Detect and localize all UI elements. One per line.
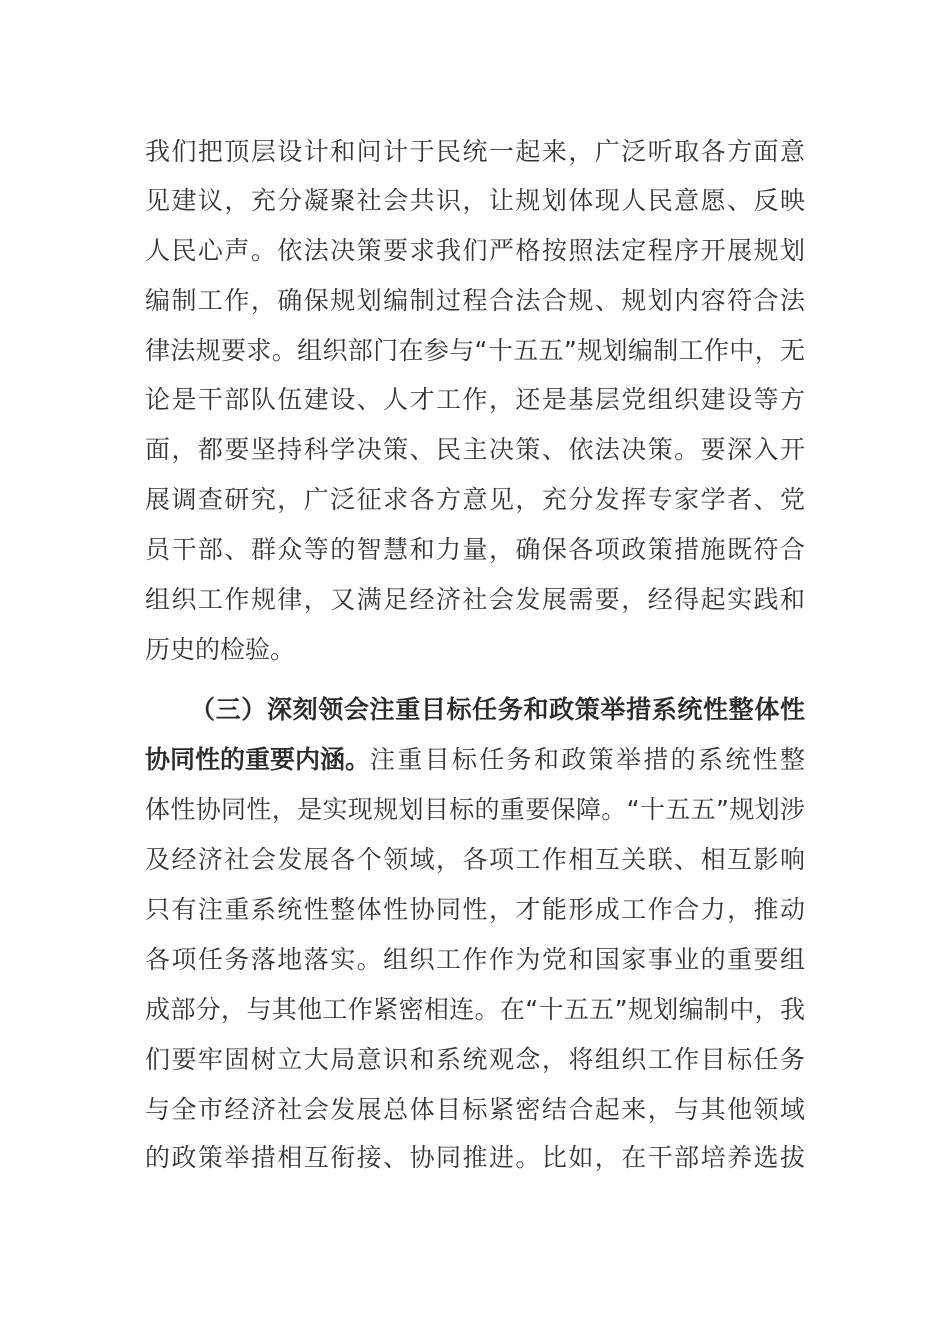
body-text-line: 体性协同性，是实现规划目标的重要保障。“十五五”规划涉 <box>145 795 805 824</box>
body-text-line: 面，都要坚持科学决策、民主决策、依法决策。要深入开 <box>145 435 805 464</box>
body-text-line: 律法规要求。组织部门在参与“十五五”规划编制工作中，无 <box>145 336 805 365</box>
body-text-line: 论是干部队伍建设、人才工作，还是基层党组织建设等方 <box>145 385 805 414</box>
heading-continuation-line <box>145 740 805 780</box>
body-text-line: 我们把顶层设计和问计于民统一起来，广泛听取各方面意 <box>145 137 805 166</box>
body-text: 注重目标任务和政策举措的系统性整 <box>370 745 805 774</box>
body-text-line: 组织工作规律，又满足经济社会发展需要，经得起实践和 <box>145 585 805 614</box>
body-text-line: 人民心声。依法决策要求我们严格按照法定程序开展规划 <box>145 236 805 265</box>
body-text-line: 员干部、群众等的智慧和力量，确保各项政策措施既符合 <box>145 535 805 564</box>
body-text-line: 只有注重系统性整体性协同性，才能形成工作合力，推动 <box>145 895 805 924</box>
section-heading-end: 协同性的重要内涵。 <box>145 745 371 774</box>
body-text-line: 的政策举措相互衔接、协同推进。比如，在干部培养选拔 <box>145 1143 805 1172</box>
body-text-line: 成部分，与其他工作紧密相连。在“十五五”规划编制中，我 <box>145 995 805 1024</box>
body-text-line: 们要牢固树立大局意识和系统观念，将组织工作目标任务 <box>145 1045 805 1074</box>
body-text-line: 与全市经济社会发展总体目标紧密结合起来，与其他领域 <box>145 1095 805 1124</box>
body-text-line: 见建议，充分凝聚社会共识，让规划体现人民意愿、反映 <box>145 186 805 215</box>
body-text-line: 历史的检验。 <box>145 635 296 664</box>
body-text-line: 及经济社会发展各个领域，各项工作相互关联、相互影响 <box>145 845 805 874</box>
body-text-line: 各项任务落地落实。组织工作作为党和国家事业的重要组 <box>145 945 805 974</box>
body-text-line: 展调查研究，广泛征求各方意见，充分发挥专家学者、党 <box>145 485 805 514</box>
body-text-line: 编制工作，确保规划编制过程合法合规、规划内容符合法 <box>145 286 805 315</box>
section-heading: （三）深刻领会注重目标任务和政策举措系统性整体性 <box>190 695 805 724</box>
